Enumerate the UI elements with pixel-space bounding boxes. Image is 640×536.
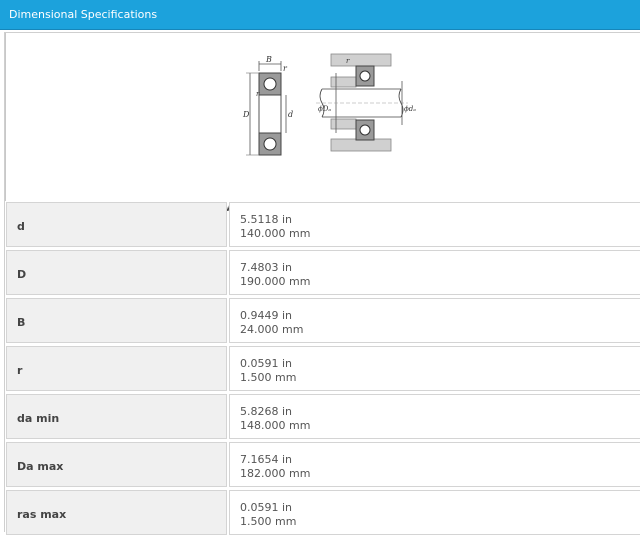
spec-label-cell bbox=[6, 394, 227, 439]
spec-value-inch: 0.9449 in bbox=[240, 309, 293, 322]
spec-value-inch: 5.5118 in bbox=[240, 213, 293, 226]
table-row bbox=[5, 250, 640, 296]
spec-value-mm: 148.000 mm bbox=[240, 419, 311, 432]
spec-value-cell bbox=[229, 346, 640, 391]
label-Da: ϕDₐ bbox=[318, 105, 332, 113]
spec-value-inch: 7.4803 in bbox=[240, 261, 293, 274]
section-header[interactable] bbox=[0, 0, 640, 30]
spec-label: ras max bbox=[17, 508, 67, 521]
label-r-inner: r bbox=[256, 90, 260, 98]
spec-value-mm: 1.500 mm bbox=[240, 371, 297, 384]
spec-label-cell bbox=[6, 202, 227, 247]
spec-value-cell bbox=[229, 298, 640, 343]
label-da: ϕdₐ bbox=[404, 105, 416, 113]
spec-label: d bbox=[17, 220, 25, 233]
label-ra: r bbox=[346, 57, 350, 65]
label-d: d bbox=[288, 110, 294, 119]
spec-value-mm: 190.000 mm bbox=[240, 275, 311, 288]
table-row bbox=[5, 442, 640, 488]
spec-value-inch: 0.0591 in bbox=[240, 357, 293, 370]
spec-label: B bbox=[17, 316, 26, 329]
spec-label: da min bbox=[17, 412, 60, 425]
spec-label: Da max bbox=[17, 460, 64, 473]
table-row bbox=[5, 202, 640, 248]
spec-value-inch: 5.8268 in bbox=[240, 405, 293, 418]
spec-value-mm: 24.000 mm bbox=[240, 323, 304, 336]
spec-value-cell bbox=[229, 202, 640, 247]
spec-value-mm: 140.000 mm bbox=[240, 227, 311, 240]
spec-label-cell bbox=[6, 442, 227, 487]
mounted-bearing-diagram bbox=[316, 54, 416, 151]
section-title: Dimensional Specifications bbox=[9, 8, 158, 21]
figure-box bbox=[5, 33, 640, 201]
spec-value-cell bbox=[229, 394, 640, 439]
spec-value-cell bbox=[229, 490, 640, 535]
label-D: D bbox=[243, 110, 250, 119]
label-r-top: r bbox=[283, 64, 287, 73]
spec-label-cell bbox=[6, 490, 227, 535]
spec-label-cell bbox=[6, 298, 227, 343]
spec-label-cell bbox=[6, 250, 227, 295]
table-row bbox=[5, 490, 640, 536]
label-B: B bbox=[266, 55, 272, 64]
spec-value-inch: 0.0591 in bbox=[240, 501, 293, 514]
spec-value-cell bbox=[229, 250, 640, 295]
table-row bbox=[5, 298, 640, 344]
spec-value-cell bbox=[229, 442, 640, 487]
spec-value-mm: 182.000 mm bbox=[240, 467, 311, 480]
bearing-diagram bbox=[6, 33, 640, 201]
spec-label: r bbox=[17, 364, 23, 377]
spec-value-inch: 7.1654 in bbox=[240, 453, 293, 466]
table-row bbox=[5, 346, 640, 392]
spec-label: D bbox=[17, 268, 27, 281]
spec-value-mm: 1.500 mm bbox=[240, 515, 297, 528]
spec-label-cell bbox=[6, 346, 227, 391]
bearing-cross-section bbox=[242, 55, 293, 155]
table-row bbox=[5, 394, 640, 440]
